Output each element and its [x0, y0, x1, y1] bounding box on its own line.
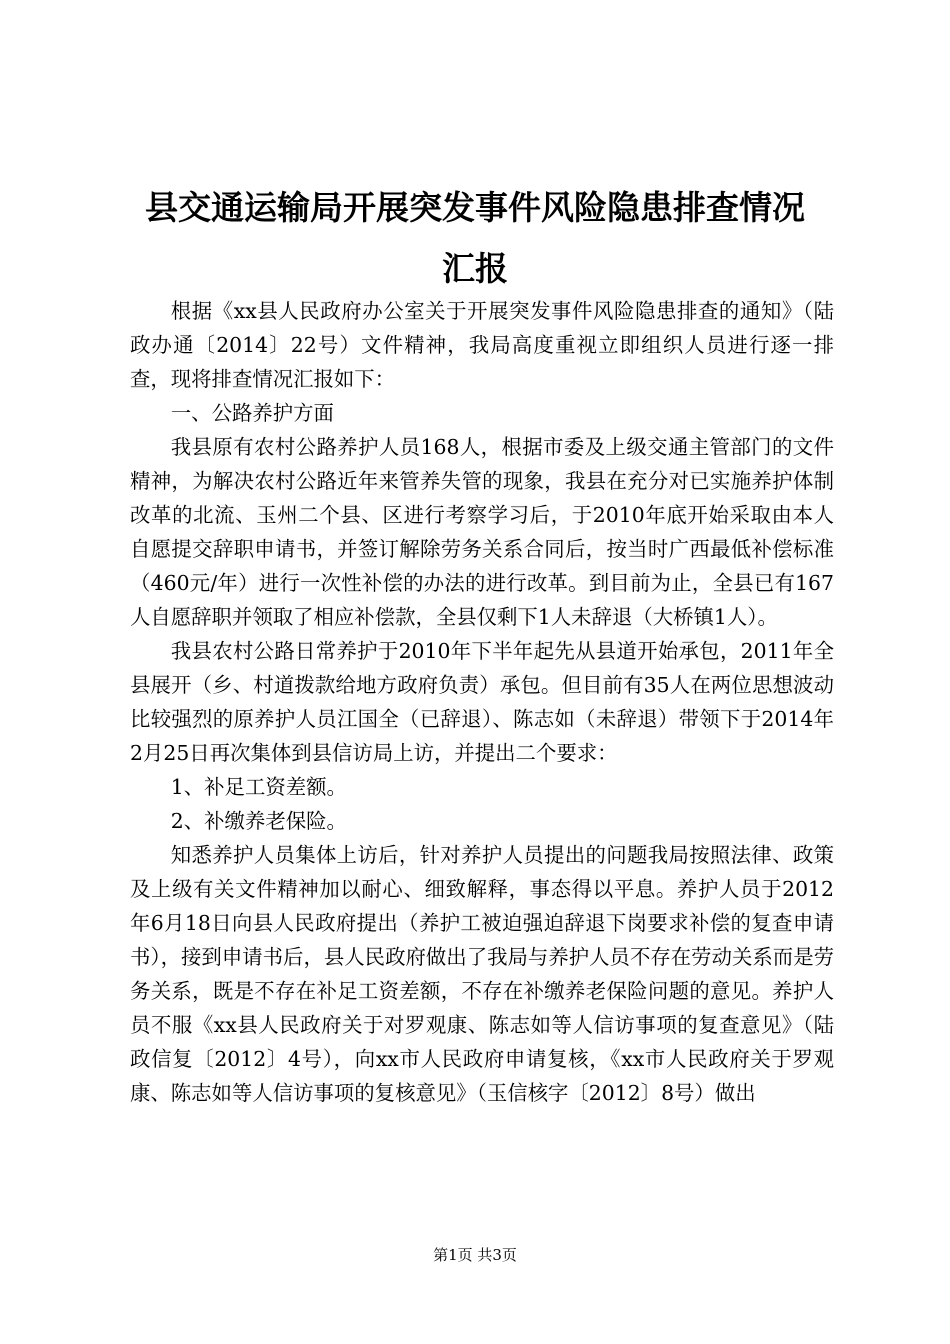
document-title-line-1: 县交通运输局开展突发事件风险隐患排查情况	[145, 188, 805, 227]
document-body	[130, 294, 834, 1110]
document-title-line-2: 汇报	[442, 249, 508, 288]
paragraph-handling-and-review: 知悉养护人员集体上访后，针对养护人员提出的问题我局按照法律、政策及上级有关文件精神加以耐心、细致解释，事态得以平息。养护人员于2012年6月18日向县人民政府提出（养护工被迫强迫辞退下岗要求补偿的复查申请书），接到申请书后，县人民政府做出了我局与养护人员不存在劳动关系而是劳务关系，既是不存在补足工资差额，不存在补缴养老保险问题的意见。养护人员不服《xx县人民政府关于对罗观康、陈志如等人信访事项的复查意见》（陆政信复〔2012〕4号），向xx市人民政府申请复核，《xx市人民政府关于罗观康、陈志如等人信访事项的复核意见》（玉信核字〔2012〕8号）做出	[130, 843, 834, 1105]
page-number-footer: 第1页 共3页	[433, 1246, 517, 1264]
section-heading-road-maintenance: 一、公路养护方面	[170, 401, 334, 425]
paragraph-intro: 根据《xx县人民政府办公室关于开展突发事件风险隐患排查的通知》（陆政办通〔2014〕22号）文件精神，我局高度重视立即组织人员进行逐一排查，现将排查情况汇报如下：	[130, 299, 834, 391]
paragraph-maintenance-staff-reform: 我县原有农村公路养护人员168人，根据市委及上级交通主管部门的文件精神，为解决农村公路近年来管养失管的现象，我县在充分对已实施养护体制改革的北流、玉州二个县、区进行考察学习后，于2010年底开始采取由本人自愿提交辞职申请书，并签订解除劳务关系合同后，按当时广西最低补偿标准（460元/年）进行一次性补偿的办法的进行改革。到目前为止，全县已有167人自愿辞职并领取了相应补偿款，全县仅剩下1人未辞退（大桥镇1人）。	[130, 435, 834, 629]
list-item-demand-1: 1、补足工资差额。	[170, 775, 347, 799]
paragraph-contracting-and-petition: 我县农村公路日常养护于2010年下半年起先从县道开始承包，2011年全县展开（乡、村道拨款给地方政府负责）承包。但目前有35人在两位思想波动比较强烈的原养护人员江国全（已辞退）、陈志如（未辞退）带领下于2014年2月25日再次集体到县信访局上访，并提出二个要求：	[130, 639, 834, 765]
list-item-demand-2: 2、补缴养老保险。	[170, 809, 347, 833]
